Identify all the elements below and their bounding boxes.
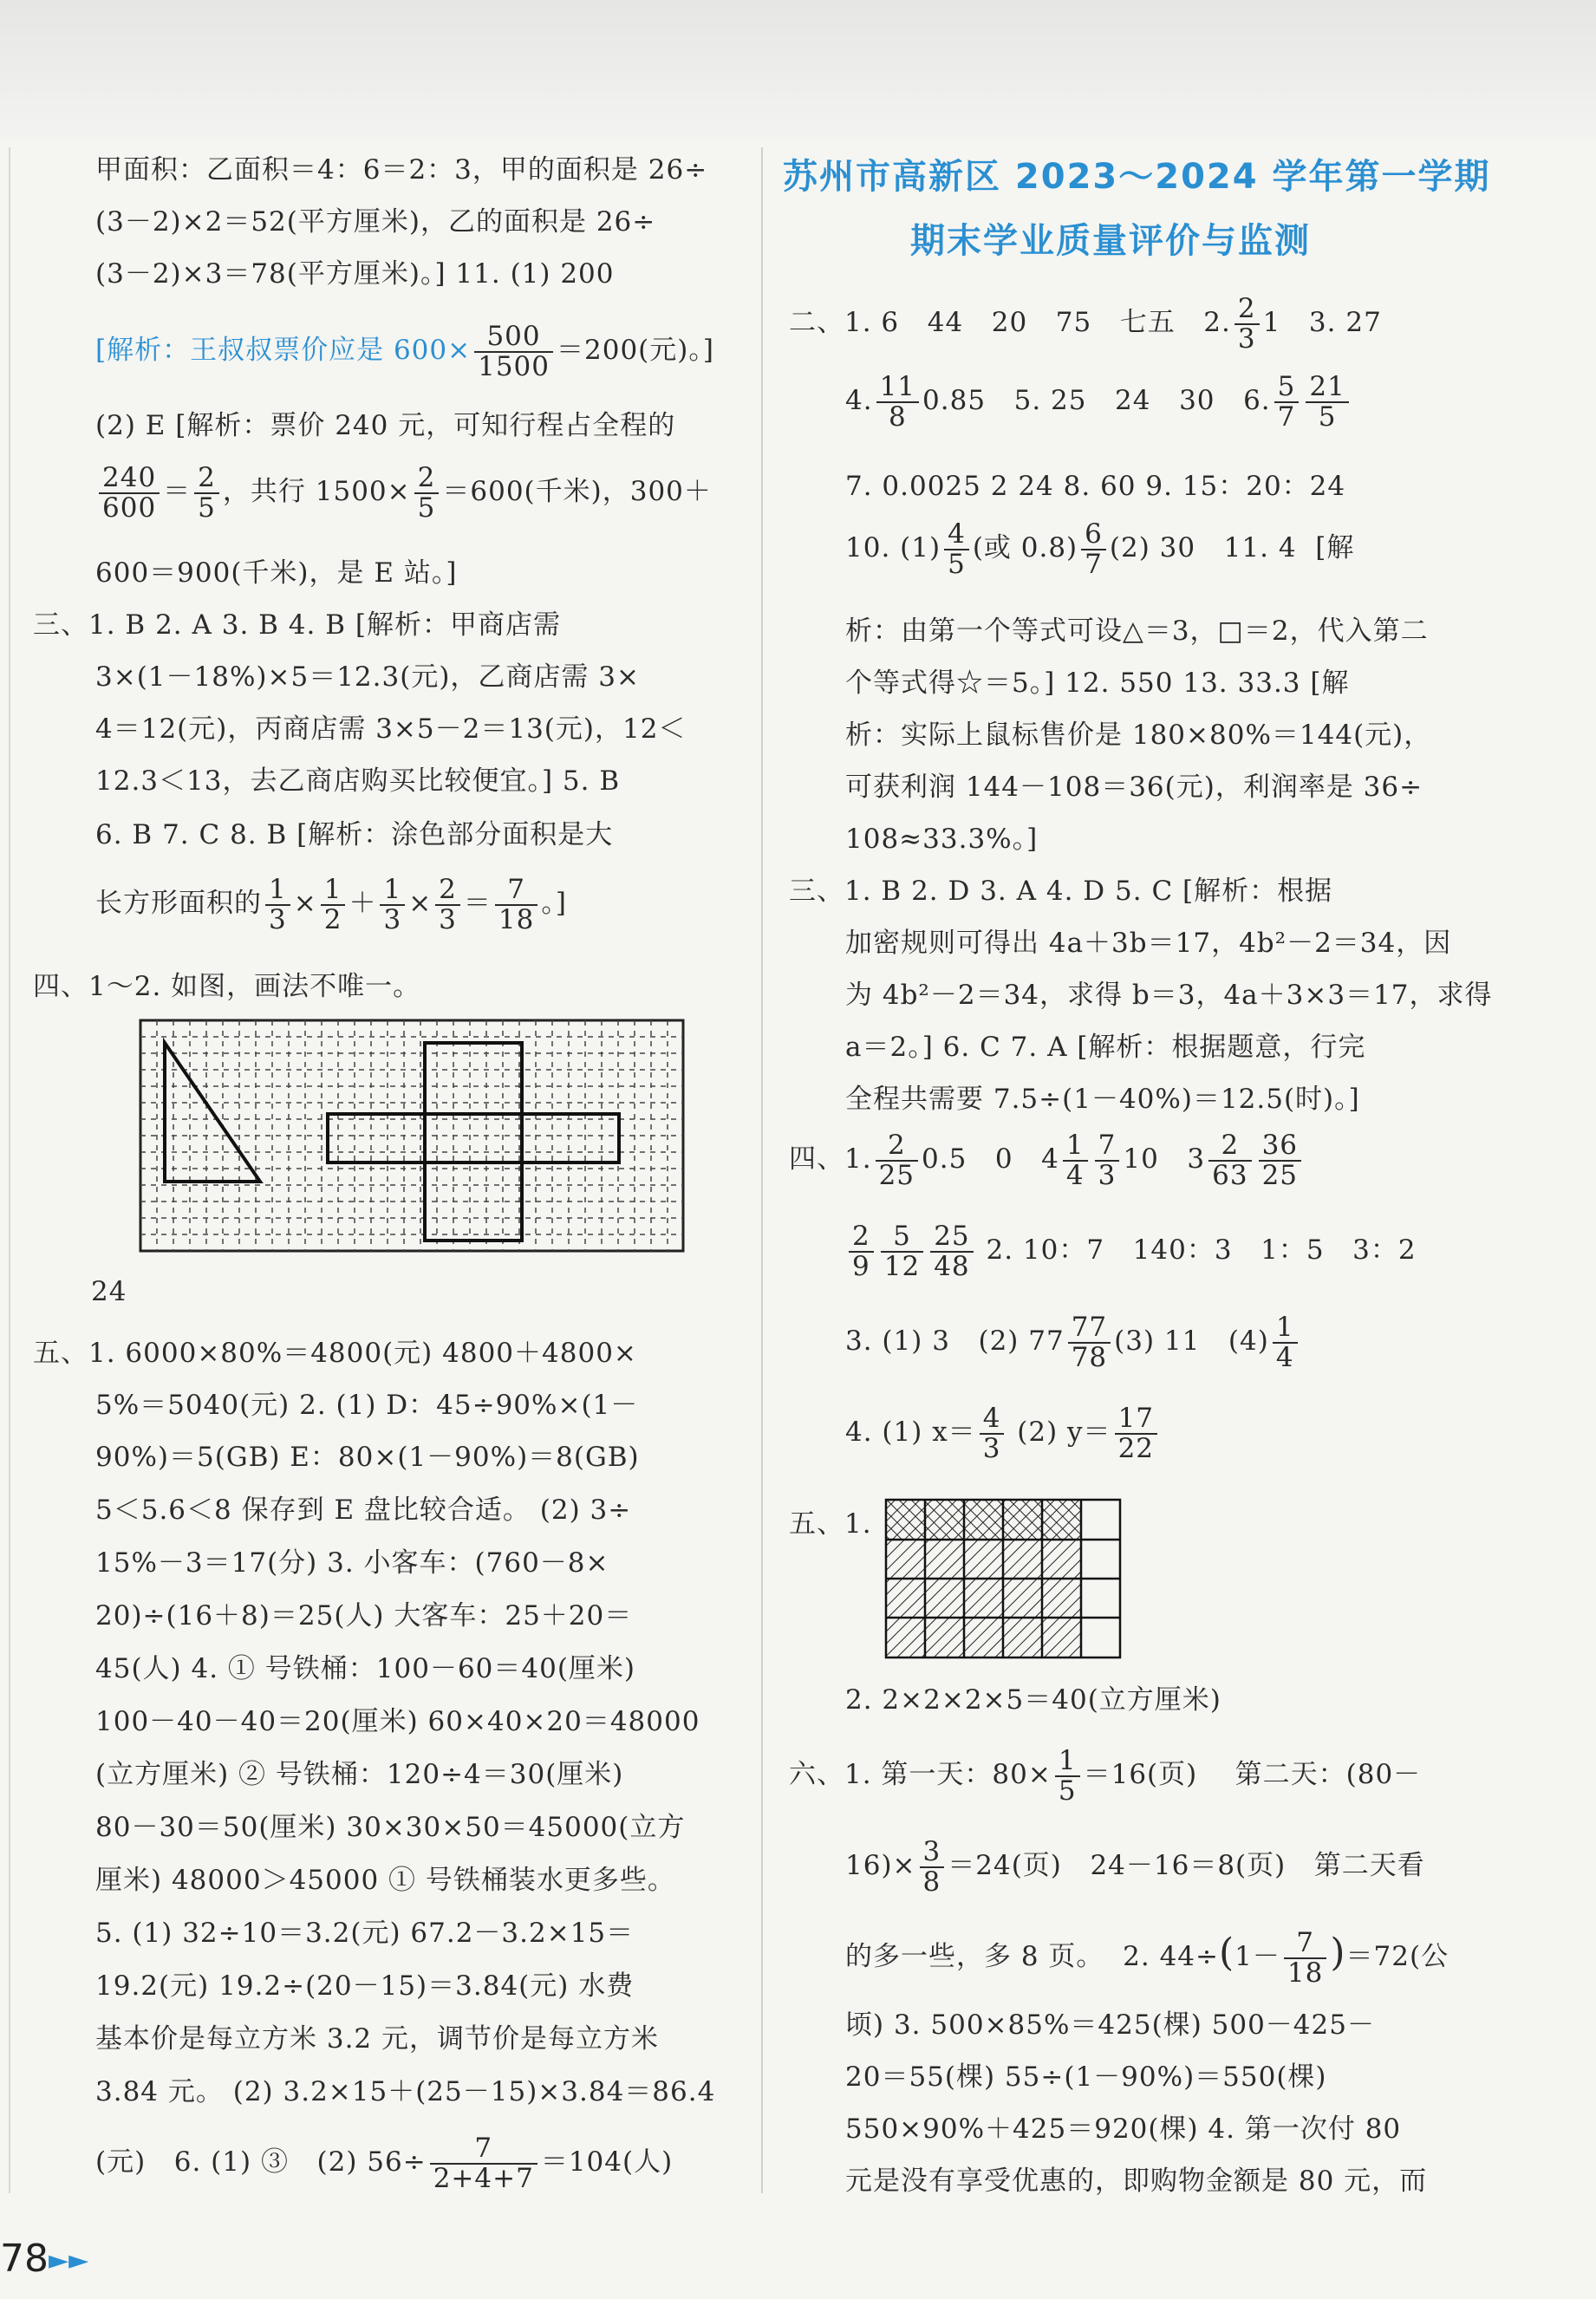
answer-line: 3. (1) 3 (2) 77 $\frac{77}{78}$ (3) 11 (4) $\frac{1}{4}$ (845, 1313, 1301, 1371)
fraction: $\frac{7}{3}$ (1095, 1131, 1120, 1189)
section-two-line: 二、1. 6 44 20 75 七五 2. $\frac{2}{3}$ 1 3. 27 (789, 293, 1382, 355)
answer-line: (2) E [解析：票价 240 元，可知行程占全程的 (95, 410, 676, 441)
fraction: $\frac{2}{9}$ (849, 1222, 874, 1280)
answer-line: $\frac{2}{9}$ $\frac{5}{12}$ $\frac{25}{48}$ 2. 10：7 140：3 1：5 3：2 (845, 1222, 1417, 1280)
answer-line: 6. B 7. C 8. B [解析：涂色部分面积是大 (95, 819, 614, 850)
fraction: $\frac{25}{48}$ (930, 1222, 973, 1280)
fraction: $\frac{5}{12}$ (881, 1222, 923, 1280)
answer-line: 厘米) 48000＞45000 ① 号铁桶装水更多些。 (95, 1865, 675, 1896)
answer-line: 基本价是每立方米 3.2 元，调节价是每立方米 (95, 2023, 660, 2055)
answer-line: $\frac{240}{600}$ ＝ $\frac{2}{5}$ ，共行 1500× $\frac{2}{5}$ ＝600(千米)，300＋ (95, 464, 712, 522)
answer-line: [解析：王叔叔票价应是 600× $\frac{500}{1500}$ ＝200(元)。] (95, 321, 714, 382)
answer-line: 长方形面积的 $\frac{1}{3}$ × $\frac{1}{2}$ ＋ $\frac{1}{3}$ × $\frac{2}{3}$ ＝ $\frac{7}{18}$ 。] (95, 874, 567, 935)
answer-line: 元是没有享受优惠的，即购物金额是 80 元，而 (845, 2165, 1428, 2197)
section-four-line: 四、1. $\frac{2}{25}$ 0.5 0 4 $\frac{1}{4}$ $\frac{7}{3}$ 10 3 $\frac{2}{63}$ $\frac{36}{25}$ (789, 1131, 1305, 1189)
answer-line: 加密规则可得出 4a＋3b＝17，4b²－2＝34，因 (845, 928, 1452, 959)
answer-line: (立方厘米) ② 号铁桶：120÷4＝30(厘米) (95, 1759, 624, 1790)
answer-line: 5＜5.6＜8 保存到 E 盘比较合适。 (2) 3÷ (95, 1495, 632, 1526)
answer-line: (元) 6. (1) ③ (2) 56÷ $\frac{7}{2+4+7}$ ＝104(人) (95, 2133, 674, 2194)
fraction: $\frac{1}{2}$ (321, 876, 346, 934)
answer-line: 12.3＜13，去乙商店购买比较便宜。] 5. B (95, 765, 621, 797)
fraction: $\frac{77}{78}$ (1068, 1313, 1111, 1371)
fraction: $\frac{2}{3}$ (435, 876, 460, 934)
answer-line: 全程共需要 7.5÷(1－40%)＝12.5(时)。] (845, 1084, 1360, 1115)
page-top-band (0, 0, 1596, 139)
answer-line: 100－40－40＝20(厘米) 60×40×20＝48000 (95, 1706, 700, 1737)
answer-line: 析：实际上鼠标售价是 180×80%＝144(元)， (845, 720, 1432, 751)
fraction: $\frac{7}{18}$ (495, 876, 537, 934)
answer-line: 可获利润 144－108＝36(元)，利润率是 36÷ (845, 772, 1423, 803)
exam-title-line2: 期末学业质量评价与监测 (910, 221, 1311, 261)
answer-line: 2. 2×2×2×5＝40(立方厘米) (845, 1684, 1221, 1716)
fraction: $\frac{3}{8}$ (920, 1838, 945, 1896)
fraction: $\frac{240}{600}$ (99, 464, 160, 522)
page-number: 78 (0, 2237, 49, 2281)
answer-line: 20＝55(棵) 55÷(1－90%)＝550(棵) (845, 2061, 1327, 2093)
fraction: $\frac{7}{2+4+7}$ (430, 2134, 537, 2192)
answer-line: 个等式得☆＝5。] 12. 550 13. 33.3 [解 (845, 668, 1350, 699)
answer-line: a＝2。] 6. C 7. A [解析：根据题意，行完 (845, 1032, 1366, 1063)
cross-hatched-area (886, 1500, 1081, 1540)
answer-line: 甲面积：乙面积＝4：6＝2：3，甲的面积是 26÷ (95, 154, 708, 186)
answer-line: 600＝900(千米)，是 E 站。] (95, 557, 458, 589)
fraction: $\frac{7}{18}$ (1284, 1929, 1326, 1987)
fraction: $\frac{1}{4}$ (1273, 1313, 1298, 1371)
grid-figure (139, 1019, 685, 1253)
grid-lines (140, 1020, 683, 1251)
grid-caption: 24 (91, 1276, 127, 1307)
answer-line: 550×90%＋425＝920(棵) 4. 第一次付 80 (845, 2113, 1402, 2145)
answer-line: (3－2)×2＝52(平方厘米)，乙的面积是 26÷ (95, 206, 656, 238)
answer-line: 5. (1) 32÷10＝3.2(元) 67.2－3.2×15＝ (95, 1918, 635, 1949)
answer-line: 7. 0.0025 2 24 8. 60 9. 15：20：24 (845, 471, 1346, 502)
section-four-line: 四、1～2. 如图，画法不唯一。 (33, 971, 421, 1002)
fraction: $\frac{36}{25}$ (1259, 1131, 1301, 1189)
answer-line: 80－30＝50(厘米) 30×30×50＝45000(立方 (95, 1812, 686, 1843)
answer-line: 108≈33.3%。] (845, 824, 1039, 855)
section-five-line: 五、1. (789, 1508, 872, 1540)
fraction: $\frac{17}{22}$ (1115, 1404, 1157, 1462)
fraction: $\frac{1}{3}$ (265, 876, 290, 934)
answer-line: 45(人) 4. ① 号铁桶：100－60＝40(厘米) (95, 1653, 636, 1684)
answer-line: 19.2(元) 19.2÷(20－15)＝3.84(元) 水费 (95, 1970, 635, 2002)
answer-line: 3×(1－18%)×5＝12.3(元)，乙商店需 3× (95, 661, 640, 693)
fraction: $\frac{500}{1500}$ (474, 322, 553, 381)
fraction: $\frac{4}{3}$ (980, 1404, 1005, 1462)
fraction: $\frac{2}{25}$ (876, 1131, 918, 1189)
section-five-line: 五、1. 6000×80%＝4800(元) 4800＋4800× (33, 1338, 637, 1369)
fraction: $\frac{2}{5}$ (414, 464, 440, 522)
answer-line: 20)÷(16＋8)＝25(人) 大客车：25＋20＝ (95, 1600, 633, 1631)
fraction: $\frac{5}{7}$ (1274, 373, 1300, 431)
answer-line: 16)× $\frac{3}{8}$ ＝24(页) 24－16＝8(页) 第二天看 (845, 1836, 1425, 1898)
answer-line: 5%＝5040(元) 2. (1) D：45÷90%×(1－ (95, 1390, 639, 1421)
answer-line: 90%)＝5(GB) E：80×(1－90%)＝8(GB) (95, 1442, 640, 1473)
fraction: $\frac{4}{5}$ (944, 520, 969, 578)
answer-line: 4＝12(元)，丙商店需 3×5－2＝13(元)，12＜ (95, 713, 687, 745)
left-margin-rule (9, 147, 10, 2193)
answer-line: 3.84 元。 (2) 3.2×15＋(25－15)×3.84＝86.4 (95, 2076, 716, 2107)
section-three-line: 三、1. B 2. A 3. B 4. B [解析：甲商店需 (33, 609, 561, 641)
fraction: $\frac{2}{3}$ (1234, 295, 1260, 353)
page-arrows-icon: ►► (49, 2245, 89, 2276)
answer-line: 的多一些，多 8 页。 2. 44÷(1－ $\frac{7}{18}$ )＝72(公 (845, 1927, 1449, 1989)
fraction: $\frac{1}{3}$ (380, 876, 405, 934)
answer-line: 析：由第一个等式可设△＝3，□＝2，代入第二 (845, 615, 1429, 647)
fraction: $\frac{1}{4}$ (1063, 1131, 1088, 1189)
triangle-shape (165, 1043, 260, 1182)
analysis-text: [解析：王叔叔票价应是 600× (95, 335, 472, 367)
section-three-line: 三、1. B 2. D 3. A 4. D 5. C [解析：根据 (789, 876, 1333, 907)
section-six-line: 六、1. 第一天：80× $\frac{1}{5}$ ＝16(页) 第二天：(80－ (789, 1745, 1422, 1807)
answer-line: 4. (1) x＝ $\frac{4}{3}$ (2) y＝ $\frac{17}{22}$ (845, 1404, 1161, 1462)
fraction: $\frac{2}{63}$ (1208, 1131, 1251, 1189)
answer-line: 顷) 3. 500×85%＝425(棵) 500－425－ (845, 2009, 1375, 2041)
answer-line: 为 4b²－2＝34，求得 b＝3，4a＋3×3＝17，求得 (845, 980, 1493, 1011)
fraction: $\frac{1}{5}$ (1055, 1747, 1080, 1805)
exam-title-line1: 苏州市高新区 2023～2024 学年第一学期 (783, 157, 1491, 197)
fraction: $\frac{21}{5}$ (1306, 373, 1348, 431)
fraction: $\frac{6}{7}$ (1081, 520, 1106, 578)
answer-line: 15%－3＝17(分) 3. 小客车：(760－8× (95, 1547, 609, 1579)
answer-line: 10. (1) $\frac{4}{5}$ (或 0.8) $\frac{6}{7}$ (2) 30 11. 4 [解 (845, 518, 1355, 580)
fraction: $\frac{11}{8}$ (876, 373, 919, 431)
answer-line: (3－2)×3＝78(平方厘米)。] 11. (1) 200 (95, 258, 615, 290)
column-divider (761, 147, 763, 2193)
shaded-grid-figure (884, 1498, 1123, 1659)
fraction: $\frac{2}{5}$ (194, 464, 219, 522)
answer-line: 4. $\frac{11}{8}$ 0.85 5. 25 24 30 6. $\frac{5}{7}$ $\frac{21}{5}$ (845, 373, 1352, 431)
